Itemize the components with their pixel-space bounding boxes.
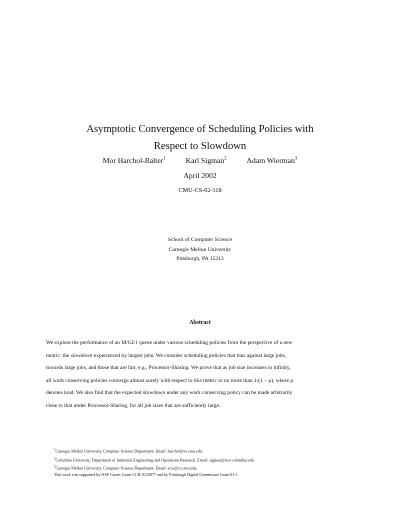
author-2 <box>186 156 227 165</box>
footnote-text: Carnegie Mellon University, Computer Science Department. Email: harchol@cs.cmu.edu. <box>55 448 204 454</box>
affiliation-mark: 3 <box>294 156 298 162</box>
footnotes <box>54 446 374 478</box>
footnote-text: Carnegie Mellon University, Computer Science Department. Email: acw@cs.cmu.edu. <box>55 465 198 471</box>
footnote-2 <box>54 455 374 464</box>
abstract-line-2-pre: metric: the <box>46 352 71 359</box>
paper-title <box>60 121 340 155</box>
abstract-line-1: We explore the performance of an M/GI/1 queue under various scheduling policies from the perspective of a new <box>46 340 293 346</box>
abstract-line-4: all work conserving policies converge almost surely with respect to this metric to no more than 1/(1 − ρ), where ρ <box>46 377 294 384</box>
author-name: Mor Harchol-Balter <box>102 156 164 165</box>
address-line-3: Pittsburgh, PA 15213 <box>176 256 224 262</box>
report-number: CMU-CS-02-118 <box>178 187 222 194</box>
abstract-emphasis: slowdown <box>70 352 93 359</box>
footnote-mark: 3 <box>54 464 56 469</box>
title-line-1: Asymptotic Convergence of Scheduling Policies with <box>86 124 314 135</box>
publication-date: April 2002 <box>183 171 217 180</box>
affiliation-mark: 1 <box>163 156 166 162</box>
footnote-mark: 1 <box>54 447 56 451</box>
footnote-mark: 2 <box>54 455 56 460</box>
footnote-text: Columbia University, Department of Industrial Engineering and Operations Research. Email: sigman@ieor.columbia.edu <box>55 457 255 463</box>
abstract-line-2 <box>46 350 361 363</box>
author-name: Adam Wierman <box>246 156 295 165</box>
funding-note: This work was supported by NSF Career Grant CCR-0133077 and by Pittsburgh Digital Greenhouse Grant 01-1. <box>54 471 239 477</box>
abstract-heading: Abstract <box>189 320 211 326</box>
abstract-line-3: towards large jobs, and those that are fair, e.g., Processor-Sharing. We prove that as job size increases to infinity, <box>46 365 291 372</box>
footnote-1 <box>54 446 374 455</box>
abstract-line-6: close to that under Processor-Sharing, for all job sizes that are sufficiently large. <box>46 402 221 409</box>
author-1 <box>103 156 166 165</box>
title-line-2: Respect to Slowdown <box>153 141 247 152</box>
abstract-line-2-post: experienced by largest jobs. We consider scheduling policies that bias against large jobs, <box>92 352 287 359</box>
author-3 <box>247 156 298 165</box>
abstract-body <box>46 337 361 413</box>
address-line-1: School of Computer Science <box>167 237 233 243</box>
institution-address <box>0 236 400 265</box>
author-name: Karl Sigman <box>185 156 225 165</box>
abstract-line-5: denotes load. We also find that the expected slowdown under any work conserving policy can be made arbitrarily <box>46 390 293 397</box>
address-line-2: Carnegie Mellon University <box>168 246 232 253</box>
footnote-3 <box>54 463 374 472</box>
affiliation-mark: 2 <box>224 156 227 162</box>
author-list <box>0 156 400 165</box>
